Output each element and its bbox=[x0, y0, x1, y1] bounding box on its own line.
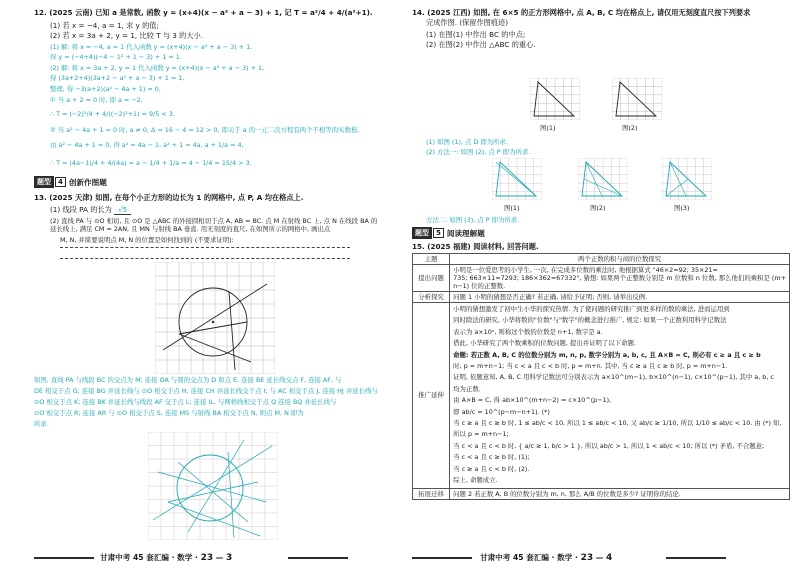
q12-head: 12. (2025 云南) 已知 a 是常数, 函数 y = (x+4)(x − a² + a − 3) + 1, 记 T = a²/4 + 4/(a²+1). bbox=[34, 8, 373, 17]
row-line: 当 c ≥ a 且 c < b 时, (2). bbox=[453, 464, 530, 473]
row-line: 由 A×B = C, 得 ab×10^(m+n−2) = c×10^(p−1), bbox=[453, 396, 612, 405]
q14-answer-1: (1) 如图 (1), 点 D 即为所求. bbox=[426, 138, 508, 146]
q14-sol-label-1: 图(1) bbox=[504, 204, 520, 212]
right-footer-title: 甘肃中考 45 套汇编 · 数学 · bbox=[480, 553, 578, 562]
q13-explain-3: ⊙O 相交于点 R; 连接 AR 与 ⊙O 相交于点 S, 连接 MS 与射线 BA 相交于点 N, 则点 M, N 即为 bbox=[34, 409, 304, 417]
q12-sol-2: (2) 解: 将 x = 3a + 2, y = 1 代入函数 y = (x+4)(x − a² + a − 3) + 1, bbox=[50, 64, 265, 72]
q12-part2: (2) 若 x = 3a + 2, y = 1, 比较 T 与 3 的大小. bbox=[50, 31, 203, 40]
row-line: 即 ab/c = 10^(p−m−n+1). (*) bbox=[453, 407, 550, 416]
q14-fig-label-1: 图(1) bbox=[540, 124, 556, 132]
table-col-topic: 主题 bbox=[413, 254, 450, 265]
left-footer-title: 甘肃中考 45 套汇编 · 数学 · bbox=[100, 553, 198, 562]
q14-method2: 方法二: 如图 (3), 点 P 即为所求. bbox=[426, 216, 520, 224]
table-row bbox=[413, 488, 790, 499]
q12-sol-0: (1) 解: 将 x = −4, a = 1 代入函数 y = (x+4)(x − a² + a − 3) + 1, bbox=[50, 43, 253, 51]
left-footer-side: 3 bbox=[225, 553, 233, 563]
row-line: 同时除法的研究, 小华将数的"位数"与"数字"的概念进行推广, 规定: 如果一个正数利用科学记数法 bbox=[453, 316, 727, 325]
row-label: 分析探究 bbox=[413, 292, 450, 303]
q12-part1: (1) 若 x = −4, a = 1, 求 y 的值; bbox=[50, 21, 159, 30]
row-line: 735; 663×11=7293; 186×362=67332", 猜想: 如果两个正整数分别是 m 位数和 n 位数, 那么他们的乘积是 (m+ bbox=[453, 274, 786, 282]
row-line: 命题: 若正数 A, B, C 的位数分别为 m, n, p, 数字分别为 a, b, c, 且 A×B = C, 则必有 c ≥ a 且 c ≥ b bbox=[453, 350, 761, 359]
row-line: 小明是一位爱思考的小学生, 一次, 在完成多位数的乘法时, 他根据算式 "46×2=92; 35×21= bbox=[453, 266, 718, 274]
left-footer: 甘肃中考 45 套汇编 · 数学 · 23 — 3 bbox=[100, 553, 233, 563]
footer-bar-right bbox=[412, 557, 472, 559]
row-content bbox=[450, 292, 790, 303]
q12-sol-1: 得 y = (−4+4)(−4 − 1² + 1 − 3) + 1 = 1. bbox=[50, 53, 182, 61]
row-line: 均为正数. bbox=[453, 384, 481, 393]
section-badge-4 bbox=[34, 176, 107, 188]
badge-title: 阅读理解题 bbox=[446, 228, 485, 238]
q13-part2: (2) 直线 PA 与 ⊙O 相切, 且 ⊙O 是 △ABC 的外接圆相切于点 A, AB = BC. 点 M 在射线 BC 上, 点 N 在线段 BA 的延长线上, 满足 CM = 2AN, 且 MN 与射线 BA 垂直. 用无刻度的直尺, 在如图所示的网格中, 画出点 bbox=[50, 217, 378, 233]
q15-table bbox=[412, 253, 790, 500]
badge-title: 创新作图题 bbox=[68, 177, 107, 187]
q13-head: 13. (2025 天津) 如图, 在每个小正方形的边长为 1 的网格中, 点 P, A 均在格点上. bbox=[34, 193, 304, 202]
right-footer-page: 23 bbox=[580, 553, 594, 563]
table-row bbox=[413, 292, 790, 303]
q12-sol-9: ∴ T = (4a−1)/4 + 4/(4a) = a − 1/4 + 1/a = 4 − 1/4 = 15/4 > 3. bbox=[50, 159, 252, 167]
q14-sol-label-2: 图(2) bbox=[590, 204, 606, 212]
section-badge-5 bbox=[412, 227, 485, 239]
q13-explain-4: 所求. bbox=[34, 420, 49, 428]
row-line: 表示为 a×10ⁿ, 则称这个数的位数是 n+1, 数字是 a. bbox=[453, 327, 603, 336]
q13-grid-figure bbox=[155, 262, 275, 374]
row-line: 当 c < a 且 c < b 时, { a/c ≥ 1, b/c > 1 }, 所以 ab/c > 1, 所以 1 < ab/c < 10; 所以 (*) 矛盾, 不合题意; bbox=[453, 441, 765, 450]
right-page bbox=[400, 0, 800, 569]
q14-part2: (2) 在图(2) 中作出 △ABC 的重心. bbox=[426, 40, 536, 49]
q14-solution-figure-3 bbox=[662, 158, 712, 200]
q13-part2b: M, N, 并简要说明点 M, N 的位置是如何找到的 (不要求证明): bbox=[60, 236, 234, 244]
badge-number: 5 bbox=[433, 228, 444, 238]
q13-explain-2: ⊙O 相交于点 K; 连接 BK 并延长线与线段 AF 交于点 L; 连接 IL, 与网格线相交于点 Q 连接 BQ 并延长线与 bbox=[34, 398, 337, 406]
badge-number: 4 bbox=[55, 177, 66, 187]
row-content bbox=[450, 303, 790, 489]
q13-part1 bbox=[50, 205, 131, 214]
row-label: 推广延伸 bbox=[413, 303, 450, 489]
q13-part1-answer: √5 bbox=[114, 205, 131, 215]
q13-explain-0: 如图, 直线 PA 与线段 BC 的交点为 M; 连接 OA 与圆的交点为 D 和点 E, 连接 BE 延长线交点 F, 连接 AF, 与 bbox=[34, 376, 342, 384]
row-line: 问题 2 若正数 A, B 的位数分别为 m, n, 那么 A/B 的位数是多少? 证明你的结论. bbox=[453, 489, 681, 498]
table-row bbox=[413, 303, 790, 489]
q14-answer-2: (2) 方法一: 如图 (2), 点 P 即为所求. bbox=[426, 148, 531, 156]
q13-explain-1: DE 相交于点 G; 连接 BG 并延长线与 ⊙O 相交于点 H, 连接 CH 并延长线交于点 I; 与 AC 相交于点 J, 连接 HJ 并延长线与 bbox=[34, 387, 378, 395]
row-line: n−1) 位的正整数. bbox=[453, 282, 506, 290]
row-line: 小明的猜想激发了初中生小华的探究热情. 为了使问题的研究推广到更多样的数的乘法, 进而运用到 bbox=[453, 305, 730, 313]
footer-bar-left bbox=[34, 557, 94, 559]
q12-sol-5: ① 当 a + 2 = 0 时, 即 a = −2, bbox=[50, 96, 143, 104]
row-content bbox=[450, 265, 790, 292]
badge-label: 题型 bbox=[34, 176, 54, 188]
q13-part1-text: (1) 线段 PA 的长为 bbox=[50, 205, 112, 214]
table-header-row bbox=[413, 254, 790, 265]
row-line: 时, p = m+n−1; 当 c < a 且 c < b 时, p = m+n. 其中, 当 c ≥ a 且 c ≥ b 时, p = m+n−1. bbox=[453, 362, 728, 371]
answer-line-1 bbox=[60, 247, 350, 248]
row-line: 综上, 命题成立. bbox=[453, 476, 498, 485]
q12-sol-6: ∴ T = (−2)²/4 + 4/((−2)²+1) = 9/5 < 3. bbox=[50, 110, 175, 118]
row-line: 问题 1 小明的猜想是否正确? 若正确, 请给予证明; 否则, 请举出反例. bbox=[453, 293, 648, 301]
row-label: 拓展迁移 bbox=[413, 488, 450, 499]
answer-line-2 bbox=[60, 258, 350, 259]
right-footer-side: 4 bbox=[605, 553, 613, 563]
badge-label: 题型 bbox=[412, 227, 432, 239]
row-line: 当 c ≥ a 且 c ≥ b 时, 1 ≤ ab/c < 10, 所以 1 ≤ ab/c < 10, 又 ab/c ≥ 1/10, 所以 1/10 ≤ ab/c < 10. 由 (*) 知, bbox=[453, 419, 782, 428]
footer-bar-left-2 bbox=[288, 557, 348, 559]
row-line: 当 c < a 且 c ≥ b 时, (1); bbox=[453, 453, 530, 462]
footer-bar-right-2 bbox=[666, 557, 726, 559]
left-footer-page: 23 bbox=[200, 553, 214, 563]
row-content bbox=[450, 488, 790, 499]
table-col-title: 两个正数的积与商的位数探究 bbox=[450, 254, 790, 265]
q14-figure-1 bbox=[530, 78, 580, 120]
q14-head: 14. (2025 江西) 如图, 在 6×5 的正方形网格中, 点 A, B, C 均在格点上, 请仅用无刻度直尺按下列要求 bbox=[412, 8, 751, 17]
row-line: 借此, 小华研究了两个数乘积的位数问题, 提出并证明了以下命题. bbox=[453, 339, 636, 348]
q14-sol-label-3: 图(3) bbox=[674, 204, 690, 212]
q14-part1: (1) 在图(1) 中作出 BC 的中点; bbox=[426, 30, 526, 39]
q12-sol-7: ② 当 a² − 4a + 1 = 0 时, a ≠ 0, Δ = 16 − 4 = 12 > 0, 即关于 a 的一元二次方程有两个不相等的实数根, bbox=[50, 126, 360, 134]
q13-solution-figure bbox=[148, 432, 278, 540]
q12-sol-3: 得 (3a+2+4)(3a+2 − a² + a − 3) + 1 = 1, bbox=[50, 74, 185, 82]
row-line: 所以 p = m+n−1; bbox=[453, 430, 509, 439]
q14-figure-2 bbox=[612, 78, 662, 120]
row-line: 证明, 依题意知, A, B, C 用科学记数法可分别表示为 a×10^(m−1), b×10^(n−1), c×10^(p−1), 其中 a, b, c bbox=[453, 373, 774, 382]
table-row bbox=[413, 265, 790, 292]
q14-solution-figure-1 bbox=[492, 158, 542, 200]
q14-head2: 完成作图. (保留作图痕迹) bbox=[426, 18, 509, 27]
q12-sol-4: 整理, 得 −3(a+2)(a² − 4a + 1) = 0, bbox=[50, 85, 161, 93]
q14-solution-figure-2 bbox=[578, 158, 628, 200]
q14-fig-label-2: 图(2) bbox=[622, 124, 638, 132]
row-label: 提出问题 bbox=[413, 265, 450, 292]
right-footer: 甘肃中考 45 套汇编 · 数学 · 23 — 4 bbox=[480, 553, 613, 563]
q12-sol-8: 由 a² − 4a + 1 = 0, 得 a² = 4a − 1, a² + 1 = 4a, a + 1/a = 4, bbox=[50, 141, 244, 149]
q15-head: 15. (2025 福建) 阅读材料, 回答问题. bbox=[412, 242, 539, 251]
